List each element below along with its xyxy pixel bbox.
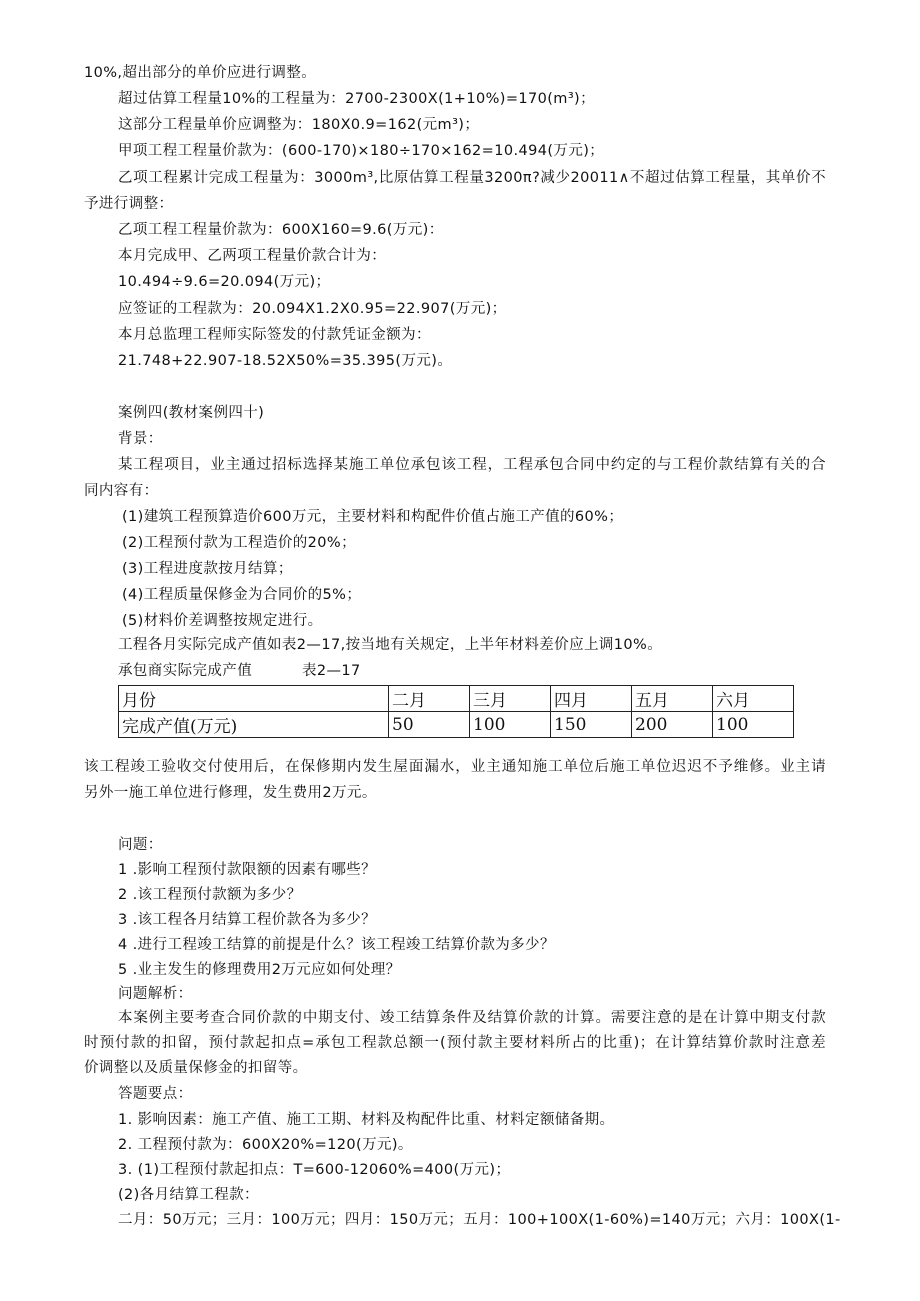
text-line: (5)材料价差调整按规定进行。	[122, 613, 323, 629]
text-line: 工程各月实际完成产值如表2—17,按当地有关规定，上半年材料差价应上调10%。	[118, 637, 663, 653]
text-line: 本月完成甲、乙两项工程量价款合计为：	[118, 248, 387, 264]
text-line: 时预付款的扣留，预付款起扣点=承包工程款总额一(预付款主要材料所占的比重)；在计算结算价款时注意差	[84, 1035, 826, 1051]
table-caption: 承包商实际完成产值	[118, 663, 253, 679]
output-table	[118, 685, 794, 738]
text-line: 乙项工程累计完成工程量为：3000m³,比原估算工程量3200π?减少20011∧不超过估算工程量，其单价不	[118, 170, 826, 186]
table-row	[119, 712, 794, 738]
table-cell: 50	[389, 712, 470, 738]
text-line: 本月总监理工程师实际签发的付款凭证金额为：	[118, 327, 431, 343]
text-line: 5 .业主发生的修理费用2万元应如何处理？	[118, 962, 401, 978]
table-cell: 三月	[470, 686, 551, 712]
text-line: 二月：50万元；三月：100万元；四月：150万元；五月：100+100X(1-60%)=140万元；六月：100X(1-	[118, 1212, 841, 1228]
table-cell: 100	[713, 712, 794, 738]
text-line: 该工程竣工验收交付使用后，在保修期内发生屋面漏水，业主通知施工单位后施工单位迟迟不予维修。业主请	[84, 759, 826, 775]
text-line: 答题要点：	[118, 1086, 193, 1102]
section-title: 案例四(教材案例四十)	[118, 405, 265, 421]
text-line: 10.494÷9.6=20.094(万元)；	[118, 274, 331, 290]
table-cell: 完成产值(万元)	[119, 712, 389, 738]
text-line: 这部分工程量单价应调整为：180X0.9=162(元m³)；	[118, 117, 480, 133]
text-line: (2)工程预付款为工程造价的20%；	[122, 535, 356, 551]
table-row	[119, 686, 794, 712]
text-line: 2. 工程预付款为：600X20%=120(万元)。	[118, 1137, 413, 1153]
table-cell: 200	[632, 712, 713, 738]
text-line: (3)工程进度款按月结算；	[122, 561, 293, 577]
text-line: 甲项工程工程量价款为：(600-170)×180÷170×162=10.494(万元)；	[118, 143, 605, 159]
text-line: 本案例主要考查合同价款的中期支付、竣工结算条件及结算价款的计算。需要注意的是在计算中期支付款	[118, 1010, 826, 1026]
table-cell: 150	[551, 712, 632, 738]
text-line: 予进行调整：	[84, 196, 174, 212]
text-line: 10%,超出部分的单价应进行调整。	[84, 65, 317, 81]
text-line: (4)工程质量保修金为合同价的5%；	[122, 587, 362, 603]
text-line: 21.748+22.907-18.52X50%=35.395(万元)。	[118, 353, 453, 369]
table-cell: 月份	[119, 686, 389, 712]
text-line: 乙项工程工程量价款为：600X160=9.6(万元)：	[118, 222, 444, 238]
text-line: 同内容有：	[84, 483, 159, 499]
table-cell: 二月	[389, 686, 470, 712]
text-line: (1)建筑工程预算造价600万元，主要材料和构配件价值占施工产值的60%；	[122, 509, 624, 525]
text-line: 应签证的工程款为：20.094X1.2X0.95=22.907(万元)；	[118, 301, 507, 317]
table-cell: 六月	[713, 686, 794, 712]
text-line: 超过估算工程量10%的工程量为：2700-2300X(1+10%)=170(m³)；	[118, 91, 595, 107]
text-line: (2)各月结算工程款：	[118, 1187, 259, 1203]
text-line: 4 .进行工程竣工结算的前提是什么？该工程竣工结算价款为多少？	[118, 937, 555, 953]
text-line: 2 .该工程预付款额为多少？	[118, 887, 302, 903]
text-line: 问题：	[118, 837, 163, 853]
text-line: 价调整以及质量保修金的扣留等。	[84, 1060, 308, 1076]
text-line: 问题解析：	[118, 986, 193, 1002]
text-line: 另外一施工单位进行修理，发生费用2万元。	[84, 785, 377, 801]
table-cell: 五月	[632, 686, 713, 712]
text-line: 1. 影响因素：施工产值、施工工期、材料及构配件比重、材料定额储备期。	[118, 1112, 615, 1128]
table-number: 表2—17	[302, 663, 361, 679]
text-line: 背景：	[118, 431, 163, 447]
text-line: 某工程项目，业主通过招标选择某施工单位承包该工程，工程承包合同中约定的与工程价款结算有关的合	[118, 457, 826, 473]
table-cell: 四月	[551, 686, 632, 712]
text-line: 3 .该工程各月结算工程价款各为多少？	[118, 912, 377, 928]
text-line: 1 .影响工程预付款限额的因素有哪些？	[118, 862, 377, 878]
text-line: 3. (1)工程预付款起扣点：T=600-12060%=400(万元)；	[118, 1162, 511, 1178]
table-cell: 100	[470, 712, 551, 738]
